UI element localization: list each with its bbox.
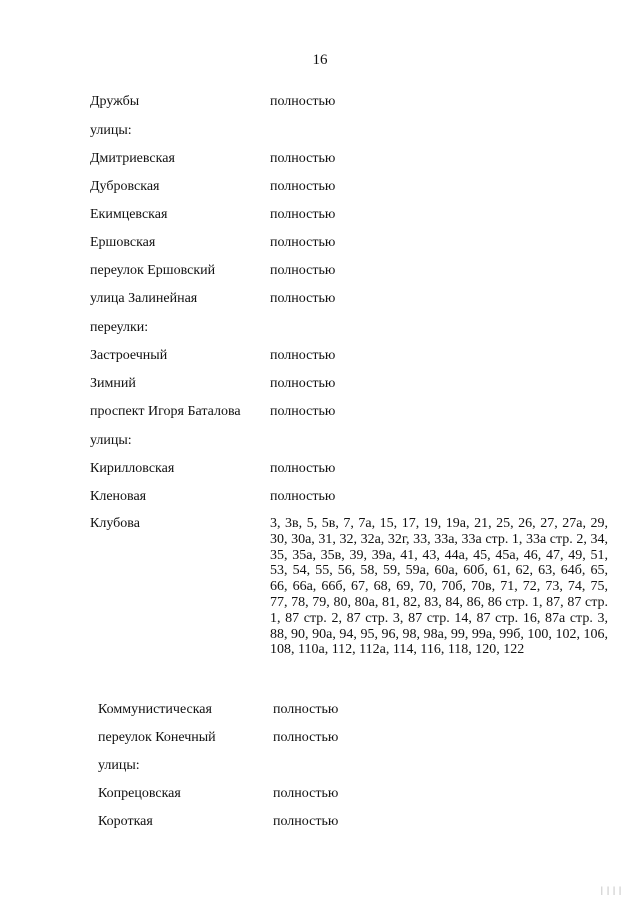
coverage-value: полностью <box>270 489 336 504</box>
scan-marks: | | | | <box>601 885 622 895</box>
coverage-value: полностью <box>270 151 336 166</box>
street-name: Дмитриевская <box>90 151 175 166</box>
section-heading: улицы: <box>90 123 132 138</box>
section-heading: улицы: <box>90 433 132 448</box>
coverage-value: полностью <box>270 461 336 476</box>
street-name: Застроечный <box>90 348 168 363</box>
coverage-value: полностью <box>270 404 336 419</box>
street-name: Короткая <box>98 814 153 829</box>
coverage-value: полностью <box>270 291 336 306</box>
coverage-value: полностью <box>273 702 339 717</box>
coverage-value: полностью <box>270 376 336 391</box>
coverage-value: полностью <box>273 814 339 829</box>
street-name: Кирилловская <box>90 461 175 476</box>
street-name: переулок Конечный <box>98 730 216 745</box>
street-name: Клубова <box>90 516 140 531</box>
street-name: Екимцевская <box>90 207 168 222</box>
coverage-value: полностью <box>273 730 339 745</box>
street-name: проспект Игоря Баталова <box>90 404 241 419</box>
coverage-value: полностью <box>270 207 336 222</box>
street-name: Кленовая <box>90 489 147 504</box>
section-heading: улицы: <box>98 758 140 773</box>
coverage-value: полностью <box>270 179 336 194</box>
coverage-value: полностью <box>270 94 336 109</box>
coverage-value: полностью <box>270 348 336 363</box>
street-name: Коммунистическая <box>98 702 212 717</box>
street-name: переулок Ершовский <box>90 263 216 278</box>
house-numbers: 3, 3в, 5, 5в, 7, 7а, 15, 17, 19, 19а, 21, 25, 26, 27, 27а, 29, 30, 30а, 31, 32, 32а, 32г, 33, 33а, 33а стр. 1, 33а стр. 2, 34, 35, 35а, 35в, 39, 39а, 41, 43, 44а, 45, 45а, 46, 47, 49, 51, 53, 54, 55, 56, 58, 59, 59а, 60а, 60б, 61, 62, 63, 64б, 65, 66, 66а, 66б, 67, 68, 69, 70, 70б, 70в, 71, 72, 73, 74, 75, 77, 78, 79, 80, 80а, 81, 82, 83, 84, 86, 86 стр. 1, 87, 87 стр. 1, 87 стр. 2, 87 стр. 3, 87 стр. 14, 87 стр. 16, 87а стр. 3, 88, 90, 90а, 94, 95, 96, 98, 98а, 99, 99а, 99б, 100, 102, 106, 108, 110а, 112, 112а, 114, 116, 118, 120, 122 <box>270 516 608 658</box>
section-heading: переулки: <box>90 320 149 335</box>
street-name: Дубровская <box>90 179 160 194</box>
coverage-value: полностью <box>273 786 339 801</box>
coverage-value: полностью <box>270 235 336 250</box>
street-name: улица Залинейная <box>90 291 198 306</box>
street-name: Дружбы <box>90 94 140 109</box>
street-name: Зимний <box>90 376 136 391</box>
street-name: Ершовская <box>90 235 156 250</box>
street-name: Копрецовская <box>98 786 181 801</box>
coverage-value: полностью <box>270 263 336 278</box>
page-number: 16 <box>312 52 328 68</box>
